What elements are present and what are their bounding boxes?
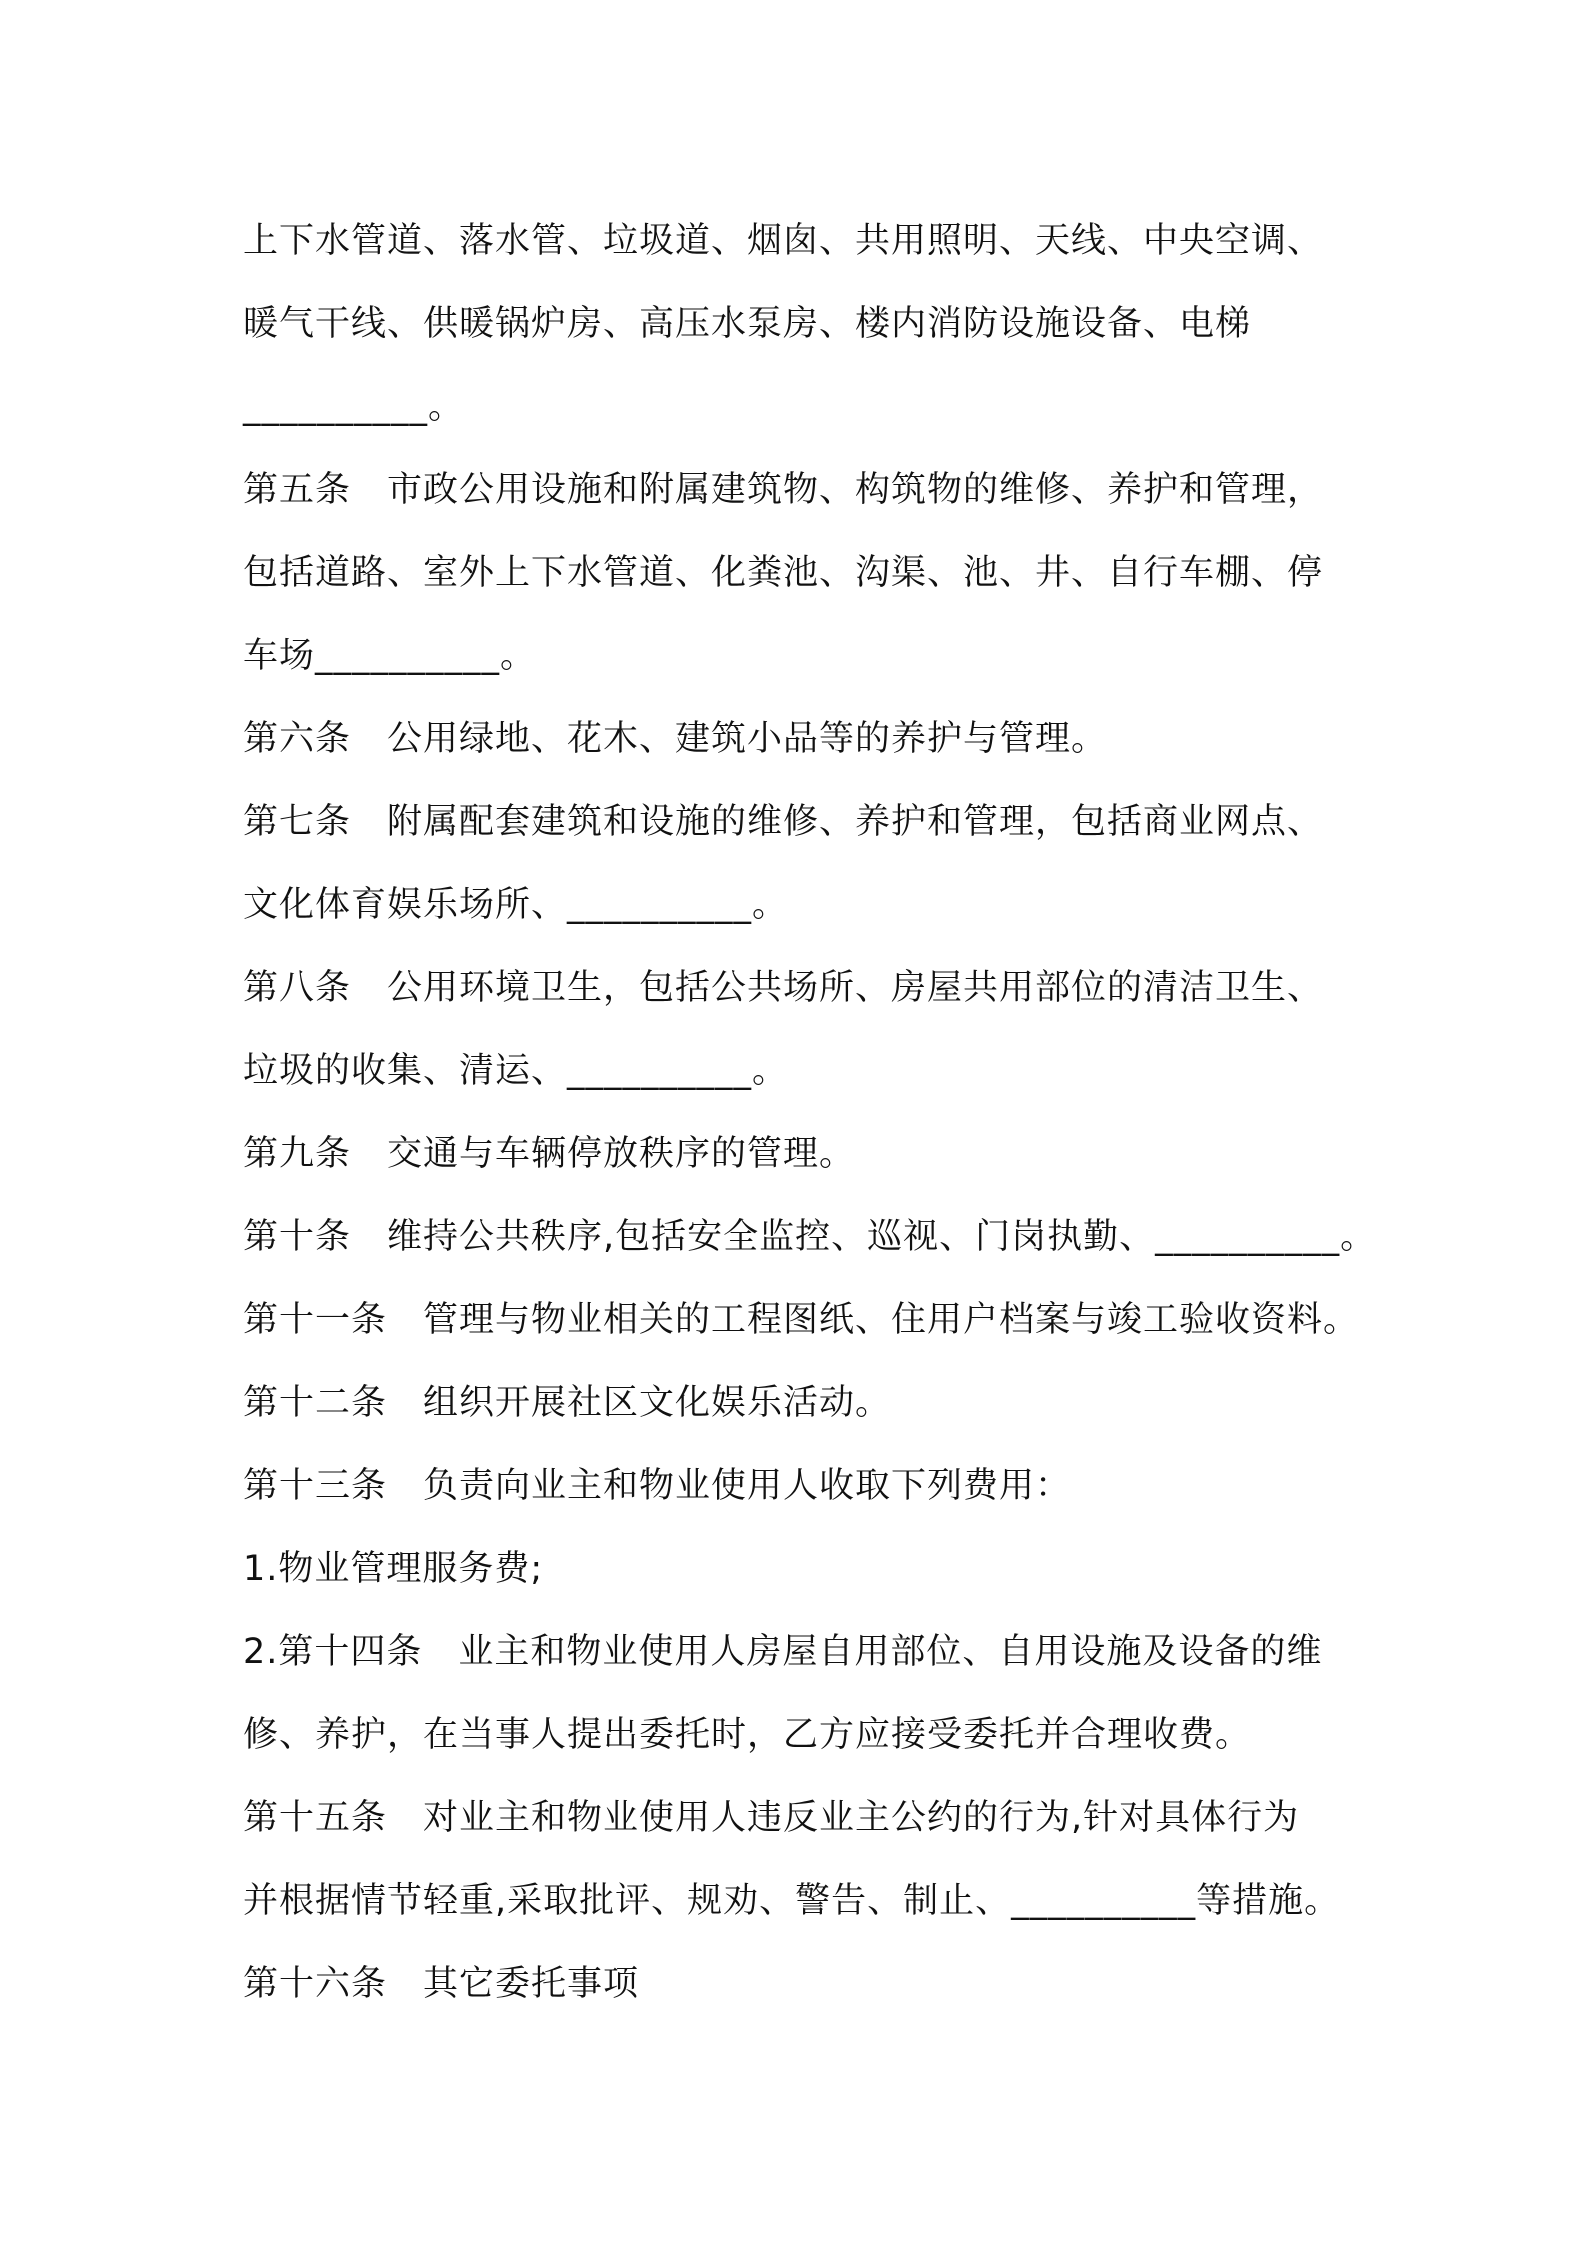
article-9: 第九条 交通与车辆停放秩序的管理。 [243, 1134, 856, 1174]
article-13: 第十三条 负责向业主和物业使用人收取下列费用： [243, 1466, 1072, 1506]
article-16: 第十六条 其它委托事项 [243, 1964, 640, 2004]
text-line: 暖气干线、供暖锅炉房、高压水泵房、楼内消防设施设备、电梯 [243, 304, 1252, 344]
text-line: 车场__________。 [243, 636, 537, 676]
text-line: __________。 [243, 387, 465, 427]
article-10: 第十条 维持公共秩序,包括安全监控、巡视、门岗执勤、__________。 [243, 1217, 1377, 1257]
article-6: 第六条 公用绿地、花木、建筑小品等的养护与管理。 [243, 719, 1108, 759]
article-12: 第十二条 组织开展社区文化娱乐活动。 [243, 1383, 892, 1423]
text-line: 包括道路、室外上下水管道、化粪池、沟渠、池、井、自行车棚、停 [243, 553, 1324, 593]
text-line: 垃圾的收集、清运、__________。 [243, 1051, 789, 1091]
article-11: 第十一条 管理与物业相关的工程图纸、住用户档案与竣工验收资料。 [243, 1300, 1360, 1340]
article-7: 第七条 附属配套建筑和设施的维修、养护和管理，包括商业网点、 [243, 802, 1324, 842]
text-line: 并根据情节轻重,采取批评、规劝、警告、制止、__________等措施。 [243, 1881, 1341, 1921]
text-line: 修、养护，在当事人提出委托时，乙方应接受委托并合理收费。 [243, 1715, 1252, 1755]
document-body [243, 200, 1403, 2026]
article-8: 第八条 公用环境卫生，包括公共场所、房屋共用部位的清洁卫生、 [243, 968, 1324, 1008]
article-15: 第十五条 对业主和物业使用人违反业主公约的行为,针对具体行为 [243, 1798, 1300, 1838]
article-14: 2.第十四条 业主和物业使用人房屋自用部位、自用设施及设备的维 [243, 1632, 1323, 1672]
text-line: 文化体育娱乐场所、__________。 [243, 885, 789, 925]
list-item: 1.物业管理服务费; [243, 1549, 544, 1589]
article-5: 第五条 市政公用设施和附属建筑物、构筑物的维修、养护和管理， [243, 470, 1324, 510]
text-line: 上下水管道、落水管、垃圾道、烟囱、共用照明、天线、中央空调、 [243, 221, 1324, 261]
